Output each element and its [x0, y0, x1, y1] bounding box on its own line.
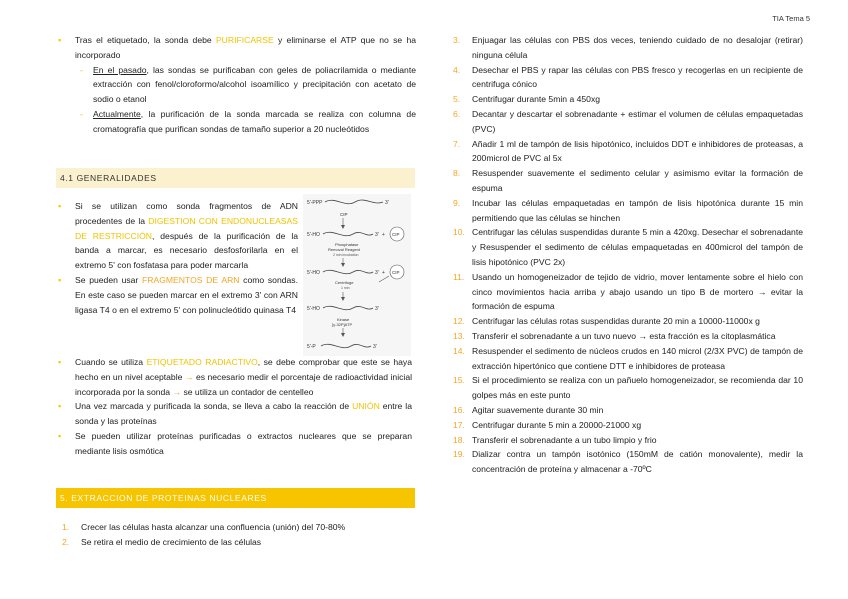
rna-strand [323, 270, 373, 273]
rna-strand [323, 306, 373, 309]
generalidades-bullets-wide [56, 355, 412, 459]
label-5p: 5'-P [307, 344, 316, 350]
step-item: 4. Desechar el PBS y rapar las células con PBS fresco y recogerlas en un recipiente de centrifuga cónico [453, 64, 803, 90]
label-5ppp: 5'-PPP [307, 200, 323, 206]
arrow-icon: → [172, 386, 182, 397]
step-item: 18. Transferir el sobrenadante a un tubo limpio y frio [453, 434, 657, 445]
svg-text:+: + [382, 232, 385, 238]
step-item: 16. Agitar suavemente durante 30 min [453, 404, 604, 415]
step-item: 14. Resuspender el sedimento de núcleos crudos en 140 microl (2/3X PVC) de tampón de extracción hipertónico que contiene DTT e inhibidores de proteasa [453, 345, 803, 371]
label-cip-top: CIP [340, 212, 348, 217]
label-atp: [γ-32P]ATP [332, 322, 353, 327]
bullet-digestion: ▪ Si se utilizan como sonda fragmentos de ADN procedentes de la DIGESTION CON ENDONUCLEASAS DE RESTRICCIÓN, después de la purificación de la banda a marcar, es necesario desfosforilarla en el extremo 5' con fosfatasa para poder marcarla [56, 199, 298, 273]
arrowhead-icon [341, 225, 345, 229]
sub-item-pasado: - En el pasado, las sondas se purificaban con geles de poliacrilamida o mediante extracción con fenol/cloroformo/alcohol isoamílico y precipitación con acetato de sodio o etanol [56, 63, 416, 107]
label-3prime: 3' [385, 200, 389, 206]
step-item: 11. Usando un homogeneizador de tejido de vidrio, mover lentamente sobre el hielo con cinco movimientos hacia arriba y abajo usando un tipo B de mortero → evitar la formación de espuma [453, 271, 803, 312]
rna-strand [325, 200, 383, 204]
rna-strand [323, 232, 373, 235]
step-item: 6. Decantar y descartar el sobrenadante + estimar el volumen de células empaquetadas (PVC) [453, 108, 803, 134]
step-item: 2. Se retira el medio de crecimiento de las células [62, 536, 262, 547]
step-item: 19. Dializar contra un tampón isotónico (150mM de catión monovalente), medir la concentración de proteína y almacenar a -70ºC [453, 449, 803, 475]
sub-item-actualmente: - Actualmente, la purificación de la sonda marcada se realiza con columna de cromatografía que purifican sondas de tamaño superior a 20 nucleótidos [56, 107, 416, 137]
steps-left [56, 520, 412, 550]
label-3prime: 3' [375, 232, 379, 238]
arrowhead-icon [341, 263, 345, 267]
section-heading-extraccion: 5. EXTRACCION DE PROTEINAS NUCLEARES [56, 488, 415, 508]
step-item: 1. Crecer las células hasta alcanzar una confluencia (unión) del 70-80% [62, 522, 346, 532]
label-5ho: 5'-HO [307, 232, 320, 238]
step-item: 7. Añadir 1 ml de tampón de lisis hipotónico, incluidos DDT e inhibidores de proteasas, a 200microl de PVC al 5x [453, 138, 803, 164]
page-header: TIA Tema 5 [772, 14, 810, 23]
label-centrifuge-time: 1 min [341, 286, 350, 290]
label-3prime: 3' [375, 270, 379, 276]
bullet-lisis: ▪ Se pueden utilizar proteínas purificadas o extractos nucleares que se preparan mediante lisis osmótica [56, 429, 412, 459]
arrowhead-icon [341, 297, 345, 301]
highlight-union: UNIÓN [352, 401, 380, 412]
process-arrow [379, 276, 389, 282]
label-5ho: 5'-HO [307, 270, 320, 276]
rna-strand [321, 344, 371, 347]
section-heading-generalidades: 4.1 GENERALIDADES [56, 168, 415, 188]
intro-block [56, 33, 416, 137]
label-3prime: 3' [373, 344, 377, 350]
steps-right [447, 33, 803, 477]
step-item: 12. Centrifugar las células rotas suspendidas durante 20 min a 10000-11000x g [453, 316, 760, 327]
step-item: 10. Centrifugar las células suspendidas durante 5 min a 420xg. Desechar el sobrenadante y Resuspender el sedimento de células empaquetadas en 400microl del tampón de lisis hipotónico (PVC 2x) [453, 227, 803, 267]
generalidades-bullets-narrow [56, 199, 298, 317]
label-5ho: 5'-HO [307, 306, 320, 312]
label-removal-reagent: Removal Reagent [328, 247, 361, 252]
highlight-digestion: DIGESTION CON ENDONUCLEASAS DE RESTRICCIÓN [75, 215, 298, 241]
bullet-radiactivo: ▪ Cuando se utiliza ETIQUETADO RADIACTIVO, se debe comprobar que este se haya hecho en un nivel aceptable → es necesario medir el porcentaje de radioactividad inicial incorporada por la sonda → se utiliza un contador de centelleo [56, 355, 412, 399]
highlight-purificarse: PURIFICARSE [215, 35, 274, 45]
highlight-radiactivo: ETIQUETADO RADIACTIVO [146, 357, 258, 367]
step-item: 17. Centrifugar durante 5 min a 20000-21000 xg [453, 419, 642, 430]
bullet-union: ▪ Una vez marcada y purificada la sonda, se lleva a cabo la reacción de UNIÓN entre la sonda y las proteínas [56, 399, 412, 429]
step-item: 15. Si el procedimiento se realiza con un pañuelo homogeneizador, se recomienda dar 10 golpes más en este punto [453, 375, 803, 401]
label-3prime: 3' [375, 306, 379, 312]
label-centrifuge: Centrifuge [335, 280, 354, 285]
step-item: 8. Resuspender suavemente el sedimento celular y asimismo evitar la formación de espuma [453, 168, 803, 193]
intro-bullet: ▪ Tras el etiquetado, la sonda debe PURIFICARSE y eliminarse el ATP que no se ha incorporado [56, 33, 416, 63]
labeling-diagram [303, 194, 411, 356]
label-phosphatase: Phosphatase [335, 242, 359, 247]
step-item: 9. Incubar las células empaquetadas en tampón de lisis hipotónica durante 15 min permitiendo que las células se hinchen [453, 197, 803, 223]
step-item: 13. Transferir el sobrenadante a un tuvo nuevo → esta fracción es la citoplasmática [453, 330, 776, 341]
bullet-arn: ▪ Se pueden usar FRAGMENTOS DE ARN como sondas. En este caso se pueden marcar en el extremo 3' con ARN ligasa T4 o en el extremo 5' con polinucleótido quinasa T4 [56, 273, 298, 317]
step-item: 5. Centrifugar durante 5min a 450xg [453, 94, 601, 105]
label-cip: CIP [392, 232, 400, 237]
step-item: 3. Enjuagar las células con PBS dos veces, teniendo cuidado de no desalojar (retirar) ninguna célula [453, 35, 803, 60]
highlight-arn: FRAGMENTOS DE ARN [142, 274, 240, 285]
label-kinase: Kinase [337, 317, 350, 322]
label-removal-time: 2 min incubation [333, 253, 359, 257]
arrowhead-icon [341, 333, 345, 337]
arrow-icon: → [184, 371, 194, 382]
svg-text:+: + [382, 270, 385, 276]
label-cip: CIP [392, 270, 400, 275]
